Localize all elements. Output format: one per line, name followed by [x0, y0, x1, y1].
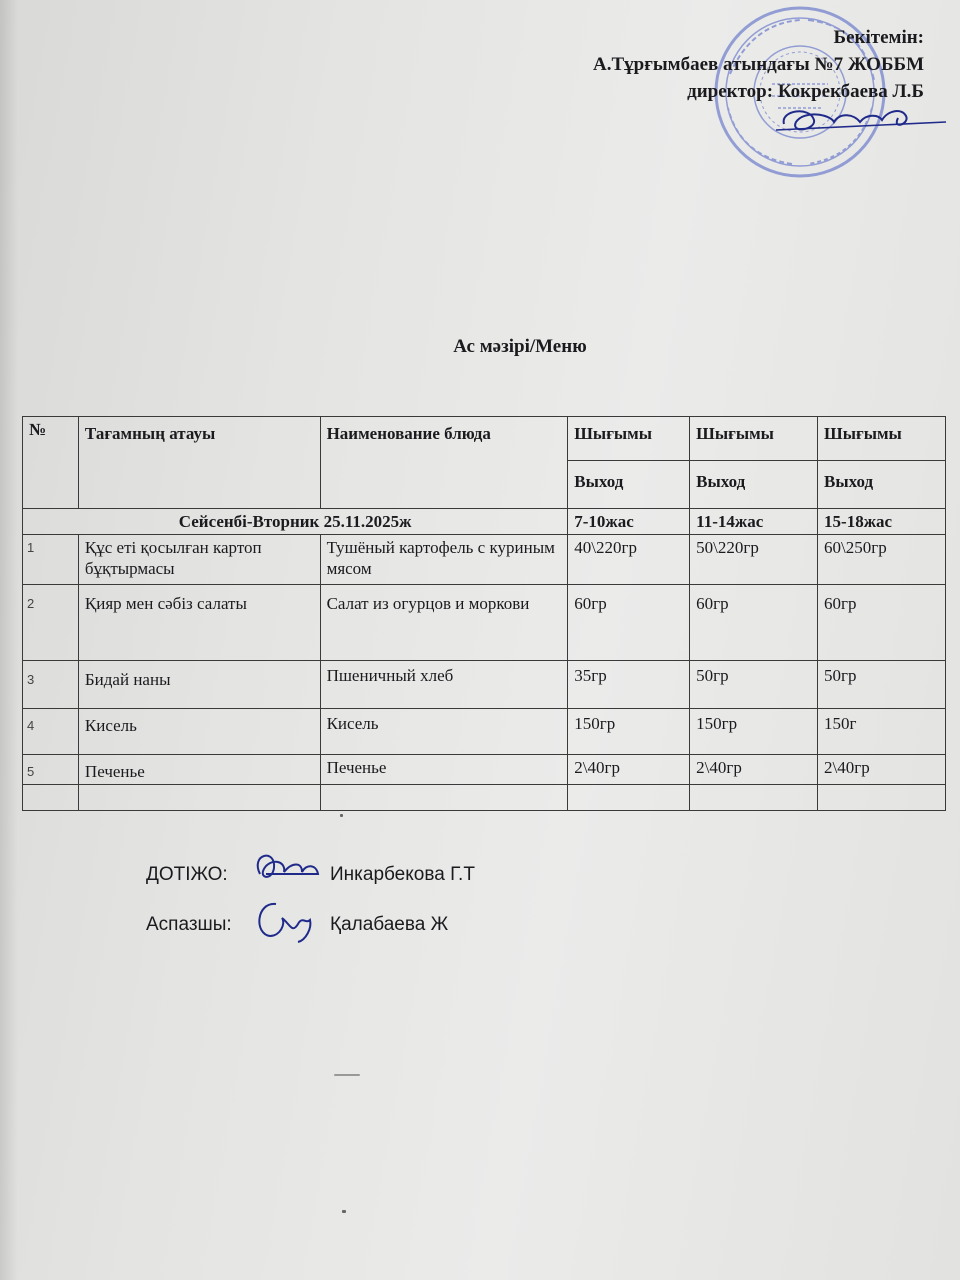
table-row — [23, 709, 946, 755]
row-num: 3 — [23, 661, 79, 709]
row-num: 4 — [23, 709, 79, 755]
paper-speck — [342, 1210, 346, 1213]
row-name-ru: Печенье — [320, 755, 568, 785]
approval-school: А.Тұрғымбаев атындағы №7 ЖОББМ — [593, 54, 924, 75]
table-row — [23, 585, 946, 661]
row-out: 60\250гр — [818, 535, 946, 585]
row-out: 2\40гр — [568, 755, 690, 785]
row-out: 35гр — [568, 661, 690, 709]
row-out: 40\220гр — [568, 535, 690, 585]
page-title: Ас мәзірі/Меню — [453, 336, 587, 357]
header-out-ru: Выход — [818, 461, 946, 509]
row-out: 2\40гр — [690, 755, 818, 785]
header-name-ru: Наименование блюда — [320, 417, 568, 509]
paper-speck — [340, 814, 343, 817]
signer-name: Инкарбекова Г.Т — [330, 864, 475, 885]
table-row — [23, 535, 946, 585]
day-row — [23, 509, 946, 535]
approval-block — [593, 24, 924, 105]
row-name-kz: Бидай наны — [78, 661, 320, 709]
age-group: 7-10жас — [568, 509, 690, 535]
signer-row — [146, 850, 475, 900]
row-out: 60гр — [818, 585, 946, 661]
row-num: 5 — [23, 755, 79, 785]
age-group: 15-18жас — [818, 509, 946, 535]
table-row — [23, 661, 946, 709]
header-out-ru: Выход — [690, 461, 818, 509]
row-num: 1 — [23, 535, 79, 585]
row-out: 150г — [818, 709, 946, 755]
header-out-kz: Шығымы — [690, 417, 818, 461]
header-out-kz: Шығымы — [818, 417, 946, 461]
row-out: 2\40гр — [818, 755, 946, 785]
header-row-1 — [23, 417, 946, 461]
row-out: 50гр — [690, 661, 818, 709]
row-name-kz: Құс еті қосылған картоп бұқтырмасы — [78, 535, 320, 585]
director-signature — [770, 100, 950, 144]
table-row — [23, 755, 946, 785]
row-name-ru: Пшеничный хлеб — [320, 661, 568, 709]
paper-speck — [334, 1074, 360, 1076]
row-out: 50гр — [818, 661, 946, 709]
signers-block — [146, 850, 475, 950]
signer-label: Аспазшы: — [146, 914, 232, 935]
row-name-kz: Кисель — [78, 709, 320, 755]
signer-row — [146, 900, 449, 950]
row-name-ru: Салат из огурцов и моркови — [320, 585, 568, 661]
header-out-ru: Выход — [568, 461, 690, 509]
row-num: 2 — [23, 585, 79, 661]
header-name-kz: Тағамның атауы — [78, 417, 320, 509]
approval-heading: Бекітемін: — [833, 27, 924, 48]
row-out: 50\220гр — [690, 535, 818, 585]
row-out: 150гр — [690, 709, 818, 755]
row-out: 60гр — [568, 585, 690, 661]
row-out: 60гр — [690, 585, 818, 661]
signer-name: Қалабаева Ж — [330, 914, 449, 935]
header-out-kz: Шығымы — [568, 417, 690, 461]
day-label: Сейсенбі-Вторник 25.11.2025ж — [23, 509, 568, 535]
empty-row — [23, 785, 946, 811]
paper-edge-shadow — [0, 0, 18, 1280]
header-num: № — [23, 417, 79, 509]
row-name-kz: Печенье — [78, 755, 320, 785]
row-name-kz: Қияр мен сәбіз салаты — [78, 585, 320, 661]
signature-2 — [246, 894, 326, 944]
row-name-ru: Тушёный картофель с куриным мясом — [320, 535, 568, 585]
signer-label: ДОТІЖО: — [146, 864, 228, 885]
signature-1 — [246, 844, 326, 894]
row-name-ru: Кисель — [320, 709, 568, 755]
approval-director: директор: Кокрекбаева Л.Б — [687, 81, 924, 102]
menu-table — [22, 416, 946, 811]
age-group: 11-14жас — [690, 509, 818, 535]
row-out: 150гр — [568, 709, 690, 755]
